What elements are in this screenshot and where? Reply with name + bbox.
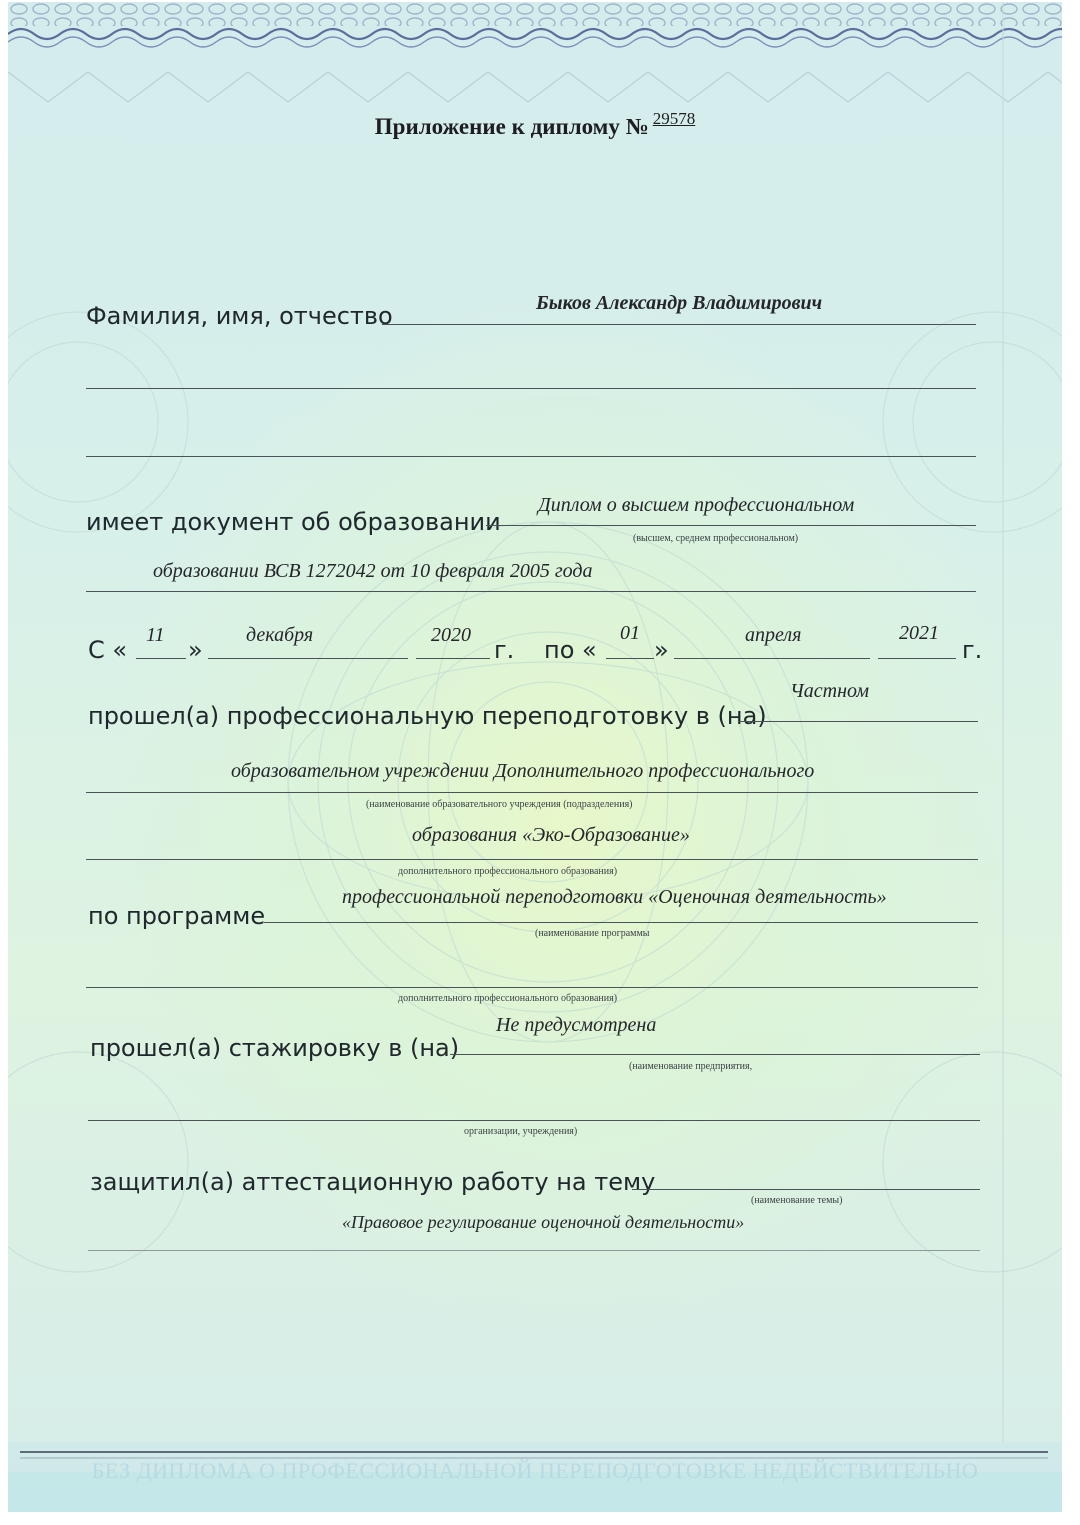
background-rosette-ornament <box>8 2 1062 1512</box>
thesis-caption: (наименование темы) <box>751 1195 843 1206</box>
retraining-caption-2: дополнительного профессионального образования) <box>398 866 618 877</box>
title-text: Приложение к диплому № <box>374 114 649 139</box>
program-value: профессиональной переподготовки «Оценочная деятельность» <box>342 886 887 908</box>
period-to-day: 01 <box>620 622 640 644</box>
period-to-prefix: по « <box>544 636 597 664</box>
program-label: по программе <box>88 902 266 930</box>
education-doc-caption: (высшем, среднем профессиональном) <box>633 533 799 544</box>
education-doc-value-1: Диплом о высшем профессиональном <box>538 494 855 516</box>
education-doc-value-2: образовании ВСВ 1272042 от 10 февраля 2005 года <box>153 560 593 582</box>
internship-caption-2: организации, учреждения) <box>464 1126 578 1137</box>
diploma-supplement-page <box>8 2 1062 1512</box>
education-doc-line-2 <box>86 591 976 592</box>
education-doc-label: имеет документ об образовании <box>86 508 501 536</box>
period-to-day-line <box>606 658 654 659</box>
internship-value: Не предусмотрена <box>496 1014 657 1036</box>
program-caption-2: дополнительного профессионального образования) <box>398 993 618 1004</box>
retraining-value-2: образовательном учреждении Дополнительного профессионального <box>231 760 815 782</box>
thesis-label: защитил(а) аттестационную работу на тему <box>90 1168 656 1196</box>
program-line-2 <box>86 987 978 988</box>
guilloche-top-border <box>8 2 1062 112</box>
retraining-caption-1: (наименование образовательного учреждения (подразделения) <box>366 799 633 810</box>
blank-line-2 <box>86 456 976 457</box>
period-to-month: апреля <box>745 624 802 646</box>
period-from-year: 2020 <box>431 624 471 646</box>
internship-line-1 <box>450 1054 980 1055</box>
internship-line-2 <box>88 1120 980 1121</box>
retraining-line-3 <box>86 859 978 860</box>
program-line-1 <box>264 922 978 923</box>
retraining-value-1: Частном <box>790 680 870 702</box>
retraining-line-2 <box>86 792 978 793</box>
footer-validity-notice: БЕЗ ДИПЛОМА О ПРОФЕССИОНАЛЬНОЙ ПЕРЕПОДГОТОВКЕ НЕДЕЙСТВИТЕЛЬНО <box>91 1458 979 1483</box>
thesis-line-2 <box>88 1250 980 1251</box>
diploma-number: 29578 <box>652 109 696 128</box>
retraining-line-1 <box>738 721 978 722</box>
retraining-label: прошел(а) профессиональную переподготовку в (на) <box>88 702 767 730</box>
period-from-prefix: С « <box>88 636 128 664</box>
education-doc-line-1 <box>486 525 976 526</box>
period-to-year-line <box>878 658 956 659</box>
fio-label: Фамилия, имя, отчество <box>86 302 393 330</box>
thesis-line-1 <box>632 1189 980 1190</box>
period-to-month-line <box>674 658 870 659</box>
program-caption-1: (наименование программы <box>535 928 650 939</box>
fio-value: Быков Александр Владимирович <box>536 292 823 314</box>
period-from-day-line <box>136 658 186 659</box>
internship-label: прошел(а) стажировку в (на) <box>90 1034 460 1062</box>
period-from-day: 11 <box>146 624 165 646</box>
thesis-value: «Правовое регулирование оценочной деятельности» <box>342 1212 745 1232</box>
retraining-value-3: образования «Эко-Образование» <box>412 824 690 846</box>
period-from-month: декабря <box>246 624 314 646</box>
period-from-year-line <box>416 658 490 659</box>
internship-caption-1: (наименование предприятия, <box>629 1061 753 1072</box>
period-year-suffix-2: г. <box>962 636 983 664</box>
period-from-suffix: » <box>188 636 203 664</box>
period-year-suffix-1: г. <box>494 636 515 664</box>
fio-line <box>382 324 976 325</box>
blank-line-1 <box>86 388 976 389</box>
document-title <box>8 109 1062 140</box>
period-to-year: 2021 <box>899 622 939 644</box>
period-from-month-line <box>208 658 408 659</box>
period-to-suffix: » <box>654 636 669 664</box>
